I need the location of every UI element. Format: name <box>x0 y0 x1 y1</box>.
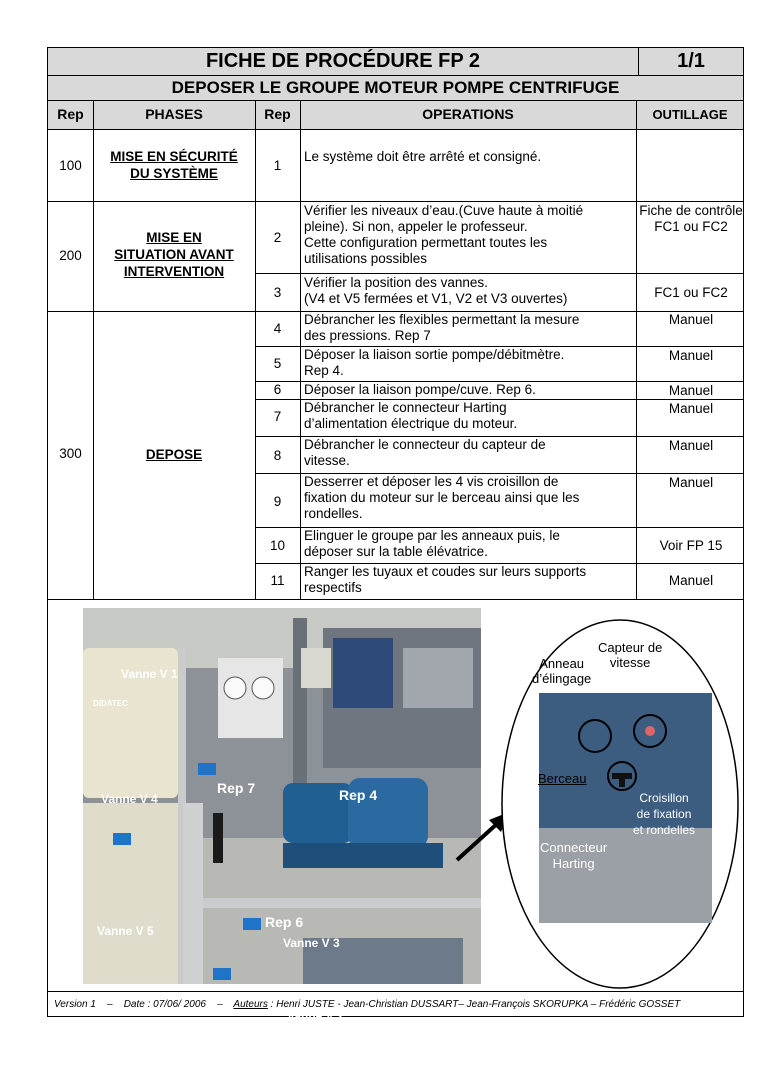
label-capteur-vitesse: Capteur de vitesse <box>598 640 663 670</box>
op-num: 6 <box>273 382 282 397</box>
op-text: Débrancher le connecteur Harting d’alimentation électrique du moteur. <box>304 400 518 431</box>
op-text: Le système doit être arrêté et consigné. <box>304 149 542 164</box>
phase-label-300: DEPOSE <box>145 447 203 462</box>
op-text: Desserrer et déposer les 4 vis croisillon de fixation du moteur sur le berceau ainsi que les rondelles. <box>304 474 580 521</box>
footer <box>48 992 743 1018</box>
page-subtitle: DEPOSER LE GROUPE MOTEUR POMPE CENTRIFUGE <box>171 78 620 97</box>
op-num: 5 <box>273 356 282 371</box>
col-operations: OPERATIONS <box>422 106 514 122</box>
procedure-sheet <box>47 47 744 1023</box>
op-tool: FC1 ou FC2 <box>654 285 728 300</box>
op-num: 7 <box>273 409 282 424</box>
op-text: Débrancher le connecteur du capteur de vitesse. <box>304 437 546 468</box>
col-rep-op: Rep <box>264 106 291 122</box>
brand-logo: DIDATEC <box>93 699 128 708</box>
op-text: Débrancher les flexibles permettant la mesure des pressions. Rep 7 <box>304 312 580 343</box>
label-vanne-v1: Vanne V 1 <box>121 667 178 681</box>
footer-version: Version 1 <box>54 999 96 1010</box>
label-vanne-v5: Vanne V 5 <box>97 924 154 938</box>
subtitle-row <box>48 75 743 100</box>
op-num: 4 <box>273 321 282 336</box>
op-text: Elinguer le groupe par les anneaux puis, le déposer sur la table élévatrice. <box>304 528 560 559</box>
op-tool: Manuel <box>668 573 714 588</box>
op-num: 2 <box>273 230 282 245</box>
label-rep-4: Rep 4 <box>339 787 378 803</box>
phase-rep-300: 300 <box>59 446 82 461</box>
label-rep-7: Rep 7 <box>217 780 256 796</box>
op-text: Déposer la liaison pompe/cuve. Rep 6. <box>304 382 536 397</box>
op-text: Vérifier la position des vannes. (V4 et V5 fermées et V1, V2 et V3 ouvertes) <box>304 275 568 306</box>
label-vanne-v3: Vanne V 3 <box>283 936 340 950</box>
op-text: Déposer la liaison sortie pompe/débitmètre. Rep 4. <box>304 347 565 378</box>
op-tool: Fiche de contrôle FC1 ou FC2 <box>639 203 743 234</box>
footer-date: Date : 07/06/ 2006 <box>123 999 206 1010</box>
table-header <box>48 100 743 129</box>
op-text: Ranger les tuyaux et coudes sur leurs supports respectifs <box>304 564 587 595</box>
col-phases: PHASES <box>145 106 203 122</box>
phase-rep-200: 200 <box>59 248 82 263</box>
op-tool: Manuel <box>668 348 714 363</box>
op-tool: Manuel <box>668 383 714 398</box>
op-num: 3 <box>273 285 282 300</box>
label-connecteur-harting: Connecteur Harting <box>540 840 608 871</box>
footer-sep: – <box>217 999 223 1010</box>
op-text: Vérifier les niveaux d’eau.(Cuve haute à moitié pleine). Si non, appeler le professeur. Cette configuration permettant toutes les utilisations possibles <box>304 203 584 266</box>
op-num: 9 <box>273 494 282 509</box>
footer-authors: : Henri JUSTE - Jean-Christian DUSSART– Jean-François SKORUPKA – Frédéric GOSSET <box>270 999 681 1010</box>
op-num: 8 <box>273 448 282 463</box>
op-tool: Manuel <box>668 401 714 416</box>
col-outillage: OUTILLAGE <box>652 107 728 122</box>
op-num: 1 <box>273 158 282 173</box>
op-tool: Voir FP 15 <box>659 538 723 553</box>
label-vanne-v2: Vanne V 2 <box>287 1009 344 1023</box>
op-num: 10 <box>269 538 286 553</box>
phase-label-200: MISE EN SITUATION AVANT INTERVENTION <box>114 230 234 279</box>
label-anneau-elingage: Anneau d’élingage <box>532 656 592 686</box>
label-berceau: Berceau <box>538 771 587 786</box>
col-rep: Rep <box>57 106 84 122</box>
footer-authors-label: Auteurs <box>233 999 268 1010</box>
label-vanne-v4: Vanne V 4 <box>101 792 158 806</box>
op-tool: Manuel <box>668 438 714 453</box>
phase-label-100: MISE EN SÉCURITÉ DU SYSTÈME <box>110 149 238 181</box>
phase-rep-100: 100 <box>59 158 82 173</box>
label-rep-6: Rep 6 <box>265 914 304 930</box>
op-tool: Manuel <box>668 312 714 327</box>
op-tool: Manuel <box>668 475 714 490</box>
op-num: 11 <box>270 573 285 588</box>
page-title: FICHE DE PROCÉDURE FP 2 <box>205 50 481 72</box>
footer-sep: – <box>107 999 113 1010</box>
label-croisillon: Croisillon de fixation et rondelles <box>633 791 696 837</box>
page-number: 1/1 <box>677 50 705 72</box>
